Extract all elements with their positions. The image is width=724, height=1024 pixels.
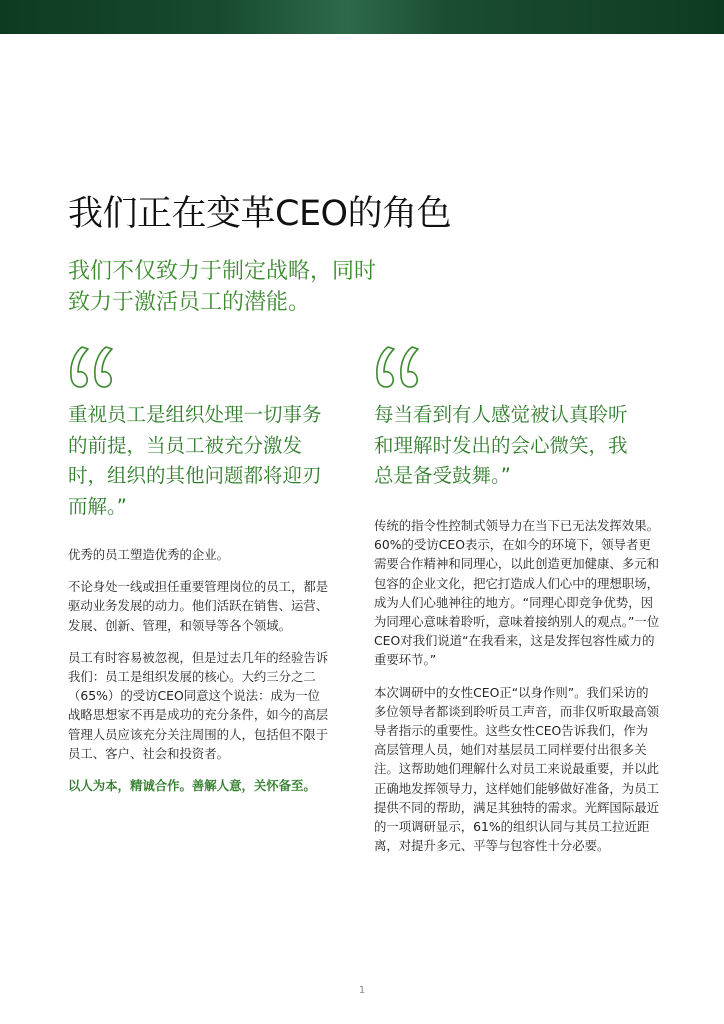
left-paragraph-3: 员工有时容易被忽视，但是过去几年的经验告诉我们：员工是组织发展的核心。大约三分之二（65%）的受访CEO同意这个说法：成为一位战略思想家不再是成功的充分条件，如今的高层管理人员应该充分关注周围的人，包括但不限于员工、客户、社会和投资者。 xyxy=(68,649,329,761)
left-column xyxy=(68,545,332,808)
header-band xyxy=(0,0,724,34)
subtitle-line-1: 我们不仅致力于制定战略，同时 xyxy=(68,259,377,284)
quote-mark-icon xyxy=(68,343,122,389)
right-column xyxy=(374,516,660,868)
quote-mark-icon xyxy=(374,343,428,389)
page-title: 我们正在变革CEO的角色 xyxy=(68,194,452,234)
left-emphasis: 以人为本，精诚合作。善解人意，关怀备至。 xyxy=(68,778,316,794)
page-subtitle xyxy=(68,256,428,318)
right-paragraph-1: 传统的指令性控制式领导力在当下已无法发挥效果。60%的受访CEO表示，在如今的环境下，领导者更需要合作精神和同理心，以此创造更加健康、多元和包容的企业文化，把它打造成人们心中的理想职场，成为人们心驰神往的地方。“同理心即竞争优势，因为同理心意味着聆听，意味着接纳别人的观点。”一位CEO对我们说道“在我看来，这是发挥包容性威力的重要环节。” xyxy=(374,518,660,668)
right-quote: 每当看到有人感觉被认真聆听和理解时发出的会心微笑，我总是备受鼓舞。” xyxy=(374,403,628,487)
right-paragraph-2: 本次调研中的女性CEO正“以身作则”。我们采访的多位领导者都谈到聆听员工声音，而非仅听取最高领导者指示的重要性。这些女性CEO告诉我们，作为高层管理人员，她们对基层员工同样要付出很多关注。这帮助她们理解什么对员工来说最重要，并以此正确地发挥领导力，这样她们能够做好准备，为员工提供不同的帮助，满足其独特的需求。光辉国际最近的一项调研显示，61%的组织认同与其员工拉近距离，对提升多元、平等与包容性十分必要。 xyxy=(374,684,659,854)
page-number: 1 xyxy=(358,985,366,996)
subtitle-line-2: 致力于激活员工的潜能。 xyxy=(68,290,311,315)
left-paragraph-2: 不论身处一线或担任重要管理岗位的员工，都是驱动业务发展的动力。他们活跃在销售、运营、发展、创新、管理，和领导等各个领域。 xyxy=(68,579,329,633)
left-paragraph-1: 优秀的员工塑造优秀的企业。 xyxy=(68,547,230,562)
left-quote: 重视员工是组织处理一切事务的前提，当员工被充分激发时，组织的其他问题都将迎刃而解。” xyxy=(68,403,322,518)
